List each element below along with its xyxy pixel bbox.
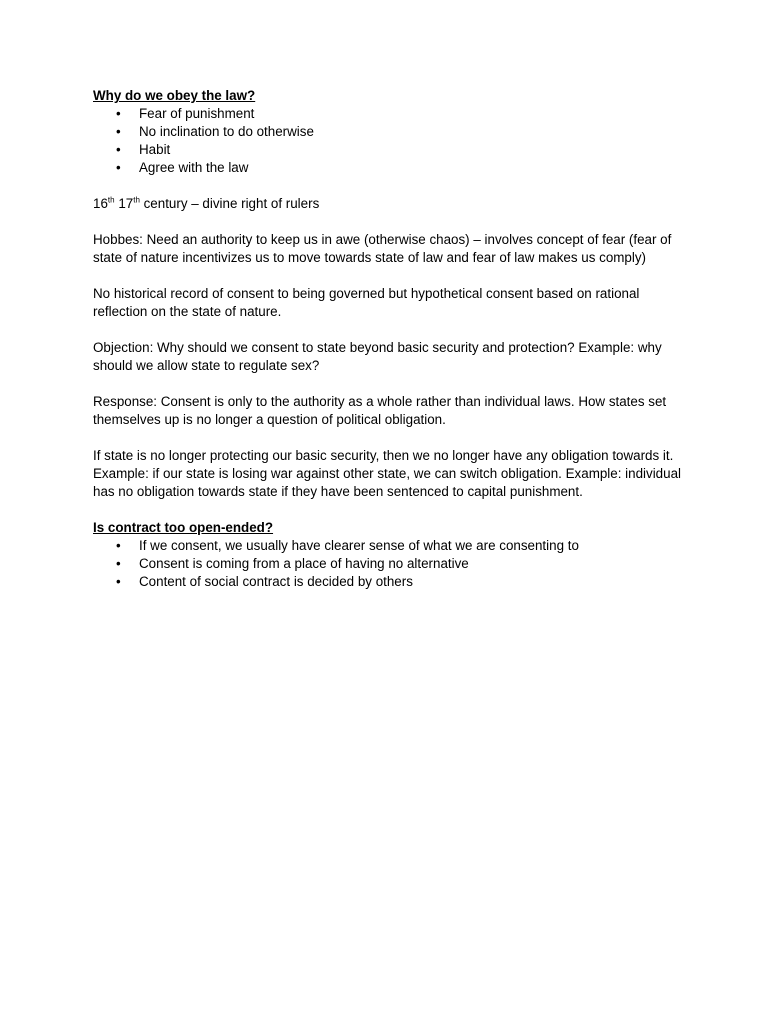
paragraph-security: If state is no longer protecting our basic security, then we no longer have any obligation towards it. Example: if our state is losing war against other state, we can switch obligation. Example: individual has no obligation towards state if they have been sentenced to capital punishment. <box>93 448 681 499</box>
paragraph-hobbes: Hobbes: Need an authority to keep us in awe (otherwise chaos) – involves concept of fear (fear of state of nature incentivizes us to move towards state of law and fear of law makes us comply) <box>93 232 672 265</box>
bullet-list-why-obey <box>93 105 683 177</box>
century-line-text: century – divine right of rulers <box>139 196 320 211</box>
bullet-icon: • <box>116 574 121 589</box>
list-item <box>93 159 683 177</box>
list-item <box>93 141 683 159</box>
century-second-suffix: th <box>133 195 140 205</box>
list-item-text: Content of social contract is decided by others <box>139 574 413 589</box>
bullet-icon: • <box>116 538 121 553</box>
century-first-number: 16 <box>93 196 108 211</box>
bullet-icon: • <box>116 142 121 157</box>
list-item <box>93 537 683 555</box>
bullet-icon: • <box>116 556 121 571</box>
list-item <box>93 555 683 573</box>
list-item-text: No inclination to do otherwise <box>139 124 314 139</box>
list-item-text: If we consent, we usually have clearer sense of what we are consenting to <box>139 538 579 553</box>
bullet-icon: • <box>116 106 121 121</box>
list-item <box>93 105 683 123</box>
list-item-text: Agree with the law <box>139 160 249 175</box>
bullet-list-contract <box>93 537 683 591</box>
list-item <box>93 573 683 591</box>
section-heading-contract: Is contract too open-ended? <box>93 520 274 535</box>
list-item <box>93 123 683 141</box>
century-line <box>93 195 683 213</box>
century-first-suffix: th <box>107 195 115 205</box>
bullet-icon: • <box>116 124 121 139</box>
list-item-text: Fear of punishment <box>139 106 255 121</box>
paragraph-objection: Objection: Why should we consent to state beyond basic security and protection? Example: why should we allow state to regulate sex? <box>93 340 662 373</box>
paragraph-response: Response: Consent is only to the authority as a whole rather than individual laws. How states set themselves up is no longer a question of political obligation. <box>93 394 667 427</box>
list-item-text: Consent is coming from a place of having no alternative <box>139 556 469 571</box>
section-heading-why-obey: Why do we obey the law? <box>93 88 256 103</box>
paragraph-consent: No historical record of consent to being governed but hypothetical consent based on rational reflection on the state of nature. <box>93 286 640 319</box>
list-item-text: Habit <box>139 142 171 157</box>
bullet-icon: • <box>116 160 121 175</box>
century-second-number: 17 <box>118 196 134 211</box>
document-page <box>93 87 683 591</box>
